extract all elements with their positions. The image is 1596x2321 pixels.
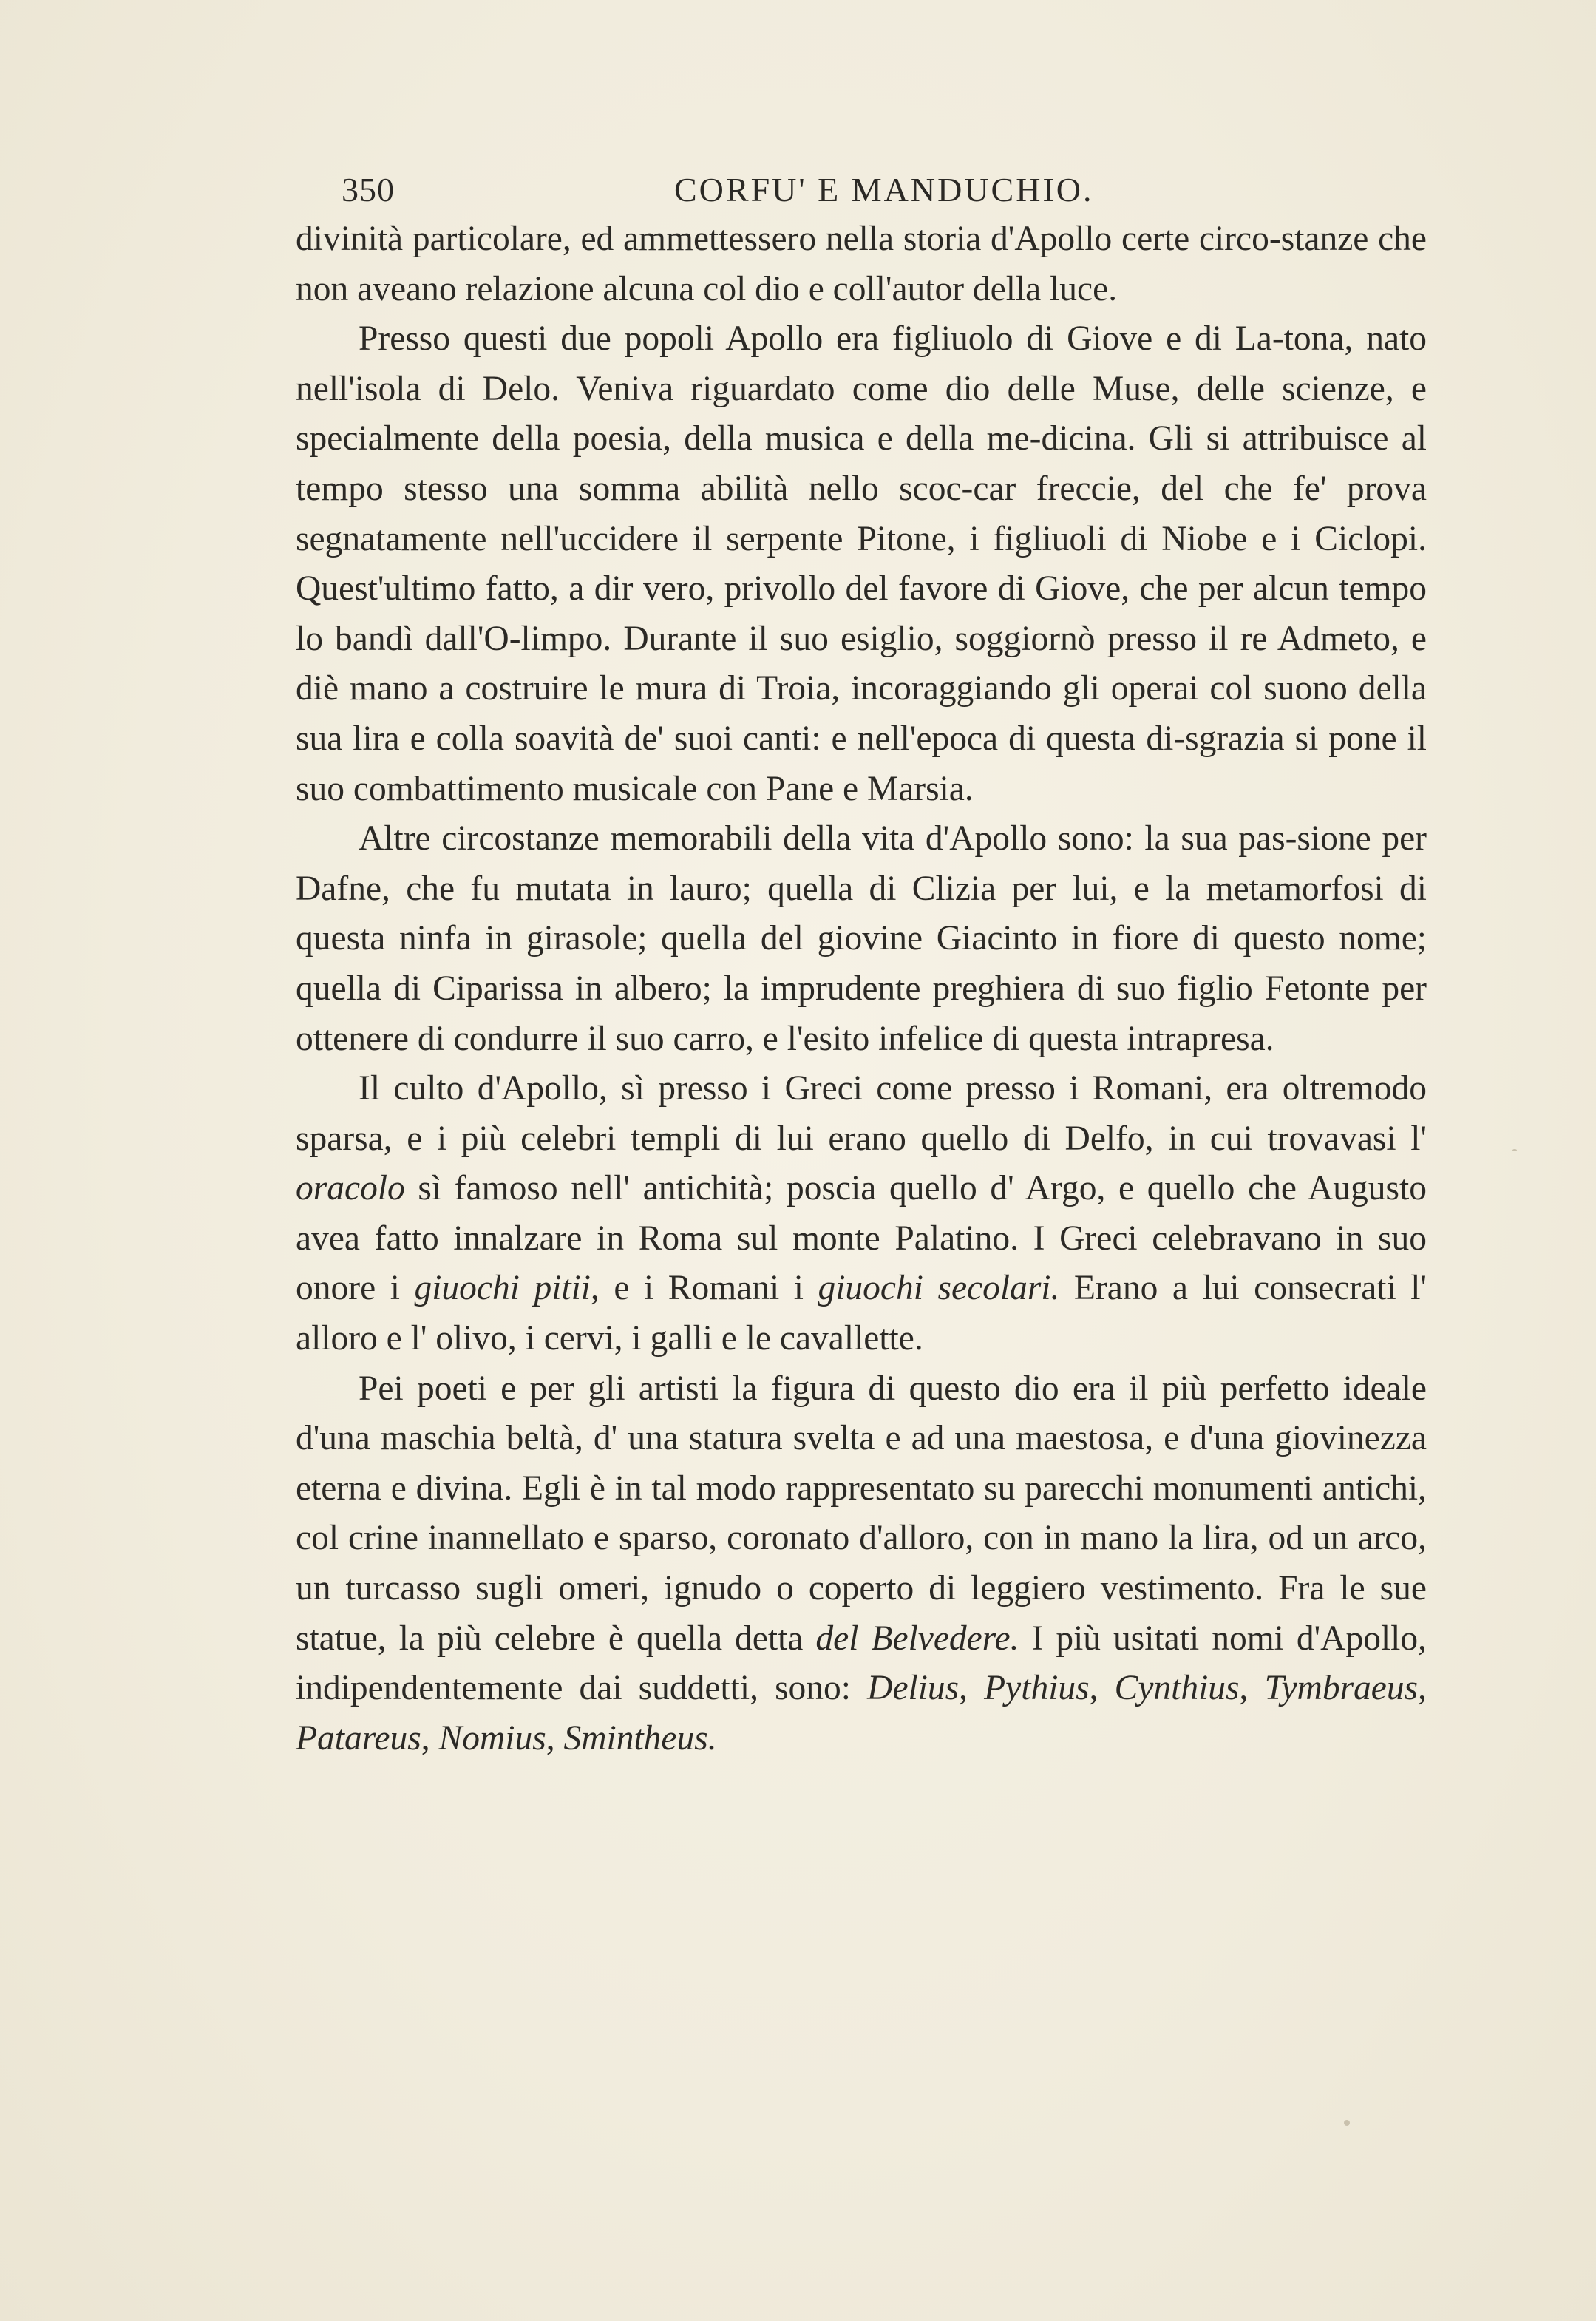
text-run: , [1418, 1669, 1427, 1708]
italic-text: giuochi pitii [414, 1269, 591, 1308]
text-run: sì famoso nell' antichità; poscia quello d' Argo, e quello che Augusto avea fatto innalzare in Roma sul monte Palatino. I Greci celebravano in suo onore i [296, 1169, 1427, 1308]
italic-text: Smintheus. [563, 1718, 717, 1758]
italic-text: Pythius [984, 1669, 1090, 1708]
running-title: CORFU' E MANDUCHIO. [674, 171, 1094, 209]
text-run: Pei poeti e per gli artisti la figura di questo dio era il più perfetto ideale d'una maschia beltà, d' una statura svelta e ad una maestosa, e d'una giovinezza eterna e divina. Egli è in tal modo rappresentato su parecchi monumenti antichi, col crine inannellato e sparso, coronato d'alloro, con in mano la lira, od un arco, un turcasso sugli omeri, ignudo o coperto di leggiero vestimento. Fra le sue statue, la più celebre è quella detta [296, 1369, 1427, 1658]
italic-text: Cynthius [1114, 1669, 1240, 1708]
text-run: , [546, 1718, 564, 1758]
paper-speck [1344, 2120, 1350, 2126]
paragraph [296, 214, 1427, 314]
paragraph [296, 314, 1427, 814]
text-run: , [1239, 1669, 1265, 1708]
text-run: , [959, 1669, 985, 1708]
italic-text: Delius [867, 1669, 960, 1708]
text-run: , [1089, 1669, 1115, 1708]
text-run: Altre circostanze memorabili della vita d'Apollo sono: la sua pas-sione per Dafne, che fu mutata in lauro; quella di Clizia per lui, e la metamorfosi di questa ninfa in girasole; quella del giovine Giacinto in fiore di questo nome; quella di Ciparissa in albero; la imprudente preghiera di suo figlio Fetonte per ottenere di condurre il suo carro, e l'esito infelice di questa intrapresa. [296, 819, 1427, 1058]
italic-text: giuochi secolari. [818, 1269, 1060, 1308]
paragraph [296, 814, 1427, 1064]
paper-speck [1512, 1149, 1517, 1151]
text-run: Presso questi due popoli Apollo era figliuolo di Giove e di La-tona, nato nell'isola di Delo. Veniva riguardato come dio delle Muse, delle scienze, e specialmente della poesia, della musica e della me-dicina. Gli si attribuisce al tempo stesso una somma abilità nello scoc-car freccie, del che fe' prova segnatamente nell'uccidere il serpente Pitone, i figliuoli di Niobe e i Ciclopi. Quest'ultimo fatto, a dir vero, privollo del favore di Giove, che per alcun tempo lo bandì dall'O-limpo. Durante il suo esiglio, soggiornò presso il re Admeto, e diè mano a costruire le mura di Troia, incoraggiando gli operai col suono della sua lira e colla soavità de' suoi canti: e nell'epoca di questa di-sgrazia si pone il suo combattimento musicale con Pane e Marsia. [296, 319, 1427, 808]
italic-text: del Belvedere. [815, 1619, 1019, 1658]
italic-text: Patareus [296, 1718, 421, 1758]
text-run: , e i Romani i [591, 1269, 818, 1308]
paragraph [296, 1064, 1427, 1364]
text-run: , [421, 1718, 439, 1758]
text-run: Il culto d'Apollo, sì presso i Greci come presso i Romani, era oltremodo sparsa, e i più celebri templi di lui erano quello di Delfo, in cui trovavasi l' [296, 1069, 1427, 1158]
italic-text: oracolo [296, 1169, 405, 1208]
text-run: I più usitati nomi d'Apollo, indipendentemente dai suddetti, sono: [296, 1619, 1427, 1708]
page-number: 350 [342, 171, 395, 209]
body-text [296, 214, 1427, 1763]
text-run: Erano a lui consecrati l' alloro e l' olivo, i cervi, i galli e le cavallette. [296, 1269, 1427, 1358]
text-run: divinità particolare, ed ammettessero nella storia d'Apollo certe circo-stanze che non aveano relazione alcuna col dio e coll'autor della luce. [296, 220, 1427, 308]
italic-text: Nomius [438, 1718, 546, 1758]
page-header [342, 170, 1427, 214]
paragraph [296, 1364, 1427, 1764]
italic-text: Tymbraeus [1264, 1669, 1419, 1708]
